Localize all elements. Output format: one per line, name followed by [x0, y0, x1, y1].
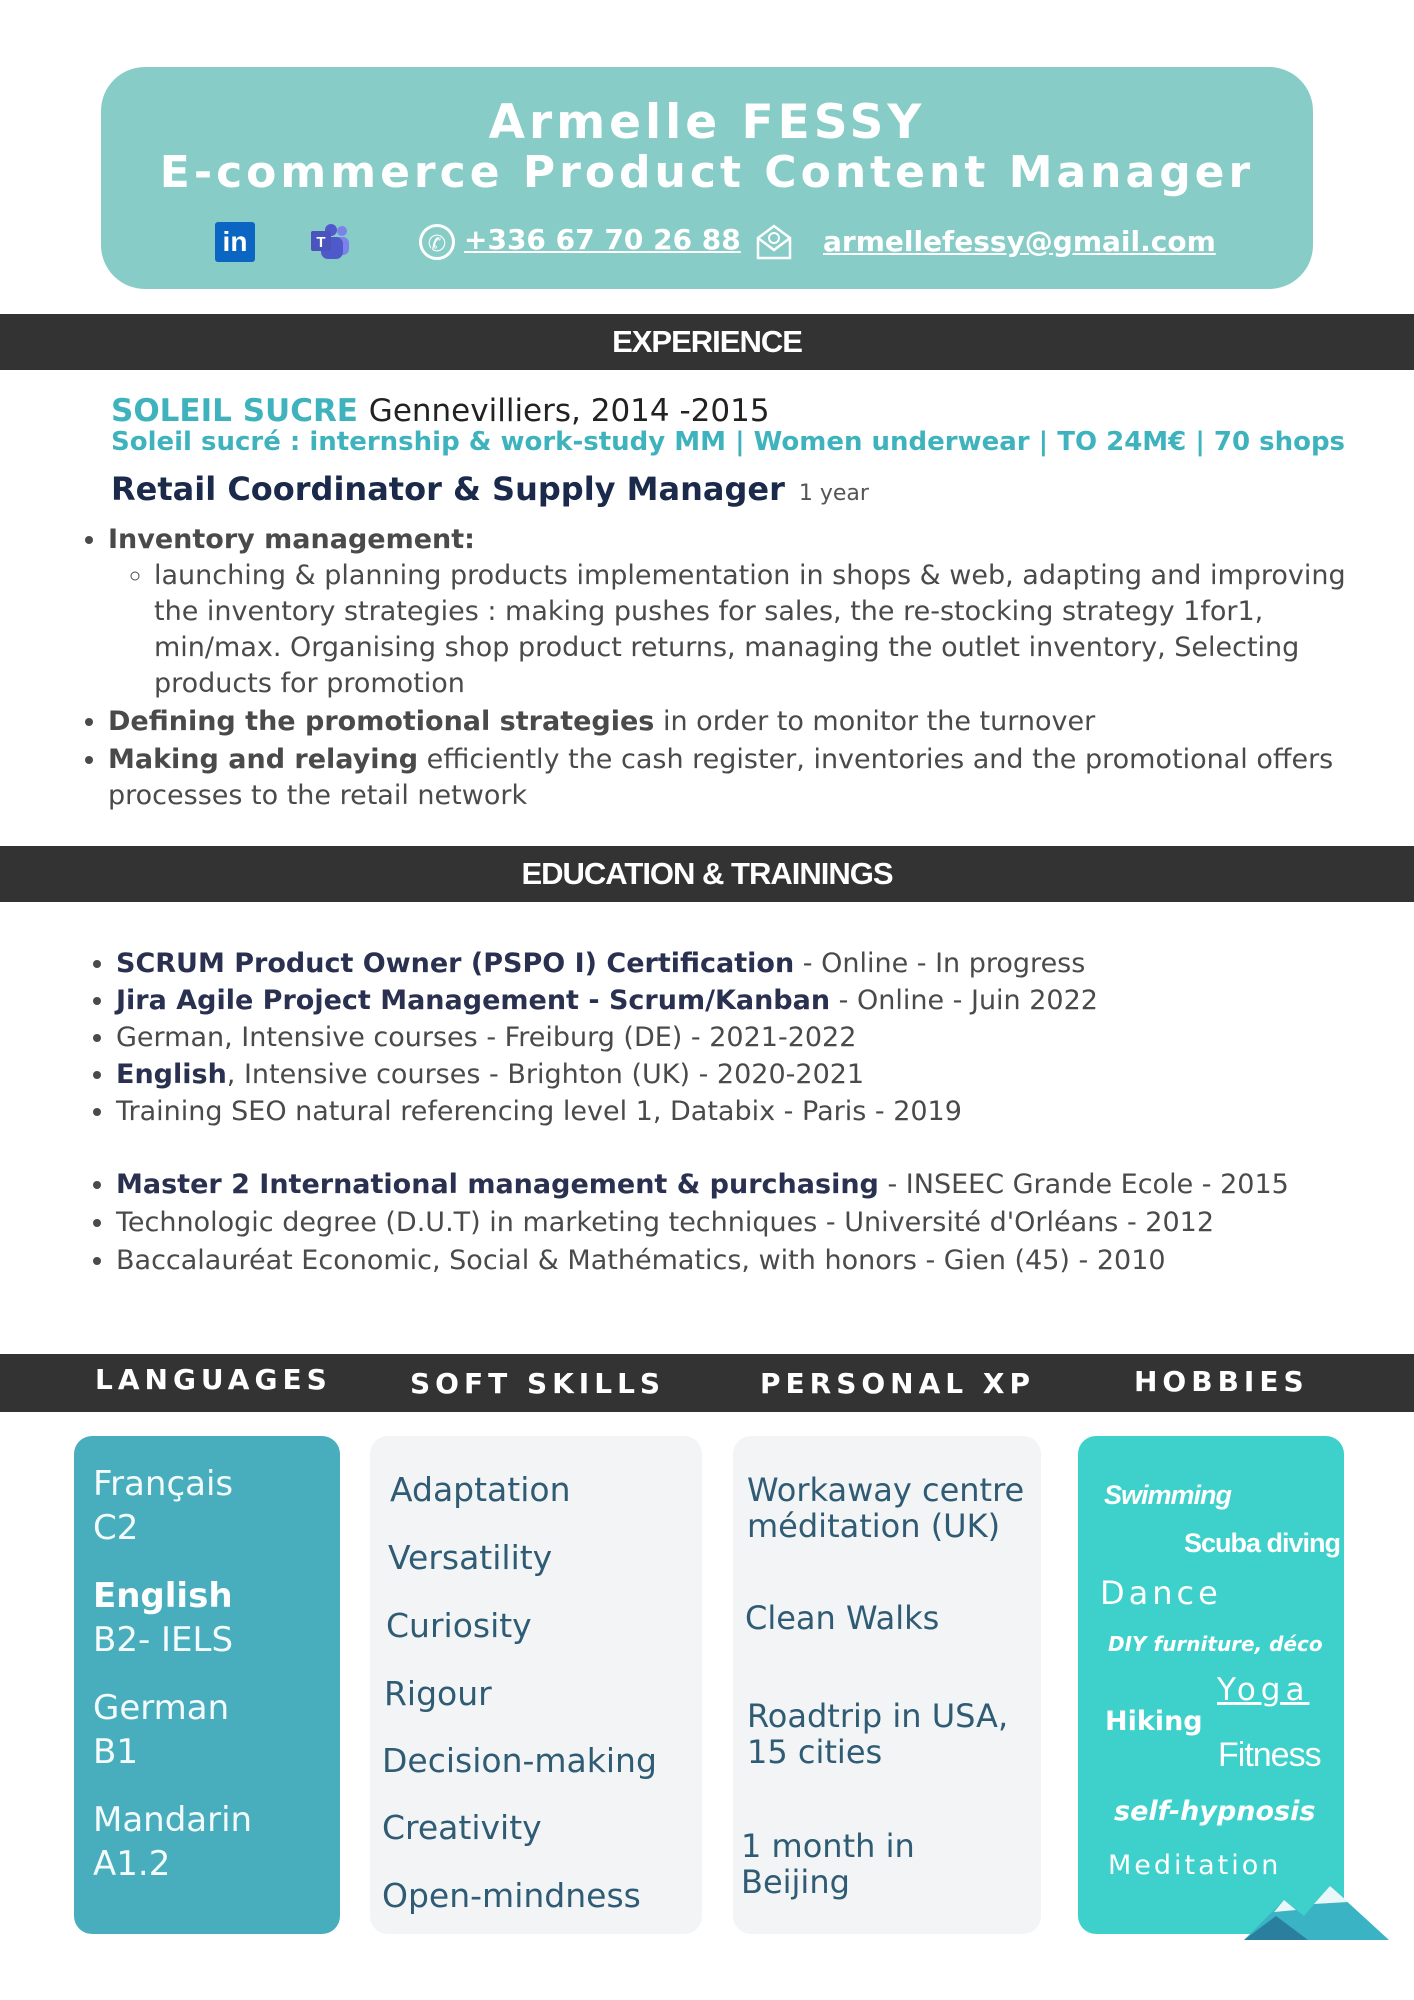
trainings-list: [82, 945, 1382, 1130]
header-banner: [101, 67, 1313, 289]
soft-skills-title: SOFT SKILLS: [410, 1367, 666, 1400]
personal-xp-line: 15 cities: [747, 1733, 883, 1771]
personal-xp-line: méditation (UK): [747, 1507, 1001, 1545]
personal-xp-line: Roadtrip in USA,: [747, 1697, 1009, 1735]
soft-skill-item: Creativity: [382, 1808, 542, 1847]
sub-list-item: ◦ launching & planning products implementation in shops & web, adapting and improving the inventory strategies : making pushes for sales, the re-stocking strategy 1for1, min/max. Organising shop product returns, managing the outlet inventory, Selecting products for promotion: [154, 558, 1374, 702]
mountains-icon: [1244, 1880, 1389, 1944]
item-bold: Defining the promotional strategies: [108, 706, 655, 737]
list-item: [116, 1204, 1382, 1242]
language-name: Mandarin: [93, 1800, 253, 1840]
list-item: [116, 1056, 1382, 1093]
company-location-dates: Gennevilliers, 2014 -2015: [368, 393, 770, 429]
company-name: SOLEIL SUCRE: [111, 393, 358, 429]
soft-skill-item: Open-mindness: [382, 1876, 641, 1915]
hobby-item: Yoga: [1217, 1672, 1310, 1708]
personal-xp-line: Clean Walks: [745, 1599, 940, 1637]
company-subline: Soleil sucré : internship & work-study MM | Women underwear | TO 24M€ | 70 shops: [111, 427, 1346, 457]
language-level: A1.2: [93, 1844, 171, 1884]
hobbies-card: [1078, 1436, 1344, 1934]
item-bold: Jira Agile Project Management - Scrum/Kanban: [116, 985, 831, 1016]
candidate-role: E-commerce Product Content Manager: [159, 147, 1255, 198]
phone-icon: ✆: [419, 224, 455, 260]
item-text: in order to monitor the turnover: [654, 706, 1096, 737]
teams-icon[interactable]: [309, 222, 351, 262]
education-section-title: EDUCATION & TRAININGS: [0, 846, 1414, 902]
list-item: [108, 522, 1374, 702]
hobby-item: Fitness: [1218, 1736, 1321, 1774]
job-duration: 1 year: [798, 481, 869, 506]
linkedin-icon[interactable]: in: [215, 222, 255, 262]
hobby-item: Meditation: [1108, 1850, 1282, 1881]
hobby-item: Hiking: [1105, 1706, 1203, 1737]
item-bold: Making and relaying: [108, 744, 419, 775]
item-bold: English: [116, 1059, 227, 1090]
list-item: [116, 1019, 1382, 1056]
experience-list: [74, 522, 1374, 816]
language-level: B2- IELS: [93, 1620, 234, 1660]
personal-xp-title: PERSONAL XP: [760, 1367, 1035, 1400]
email-icon: [755, 223, 793, 261]
personal-xp-item: [741, 1828, 915, 1900]
hobbies-title: HOBBIES: [1134, 1365, 1309, 1398]
item-bold: Inventory management:: [108, 524, 475, 555]
email-link[interactable]: armellefessy@gmail.com: [823, 225, 1216, 258]
personal-xp-line: Beijing: [741, 1863, 850, 1901]
candidate-name: Armelle FESSY: [488, 95, 926, 150]
item-bold: SCRUM Product Owner (PSPO I) Certification: [116, 948, 795, 979]
language-level: B1: [93, 1732, 138, 1772]
item-bold: Master 2 International management & purchasing: [116, 1169, 879, 1200]
list-item: [116, 1242, 1382, 1280]
columns-header-bar: [0, 1354, 1414, 1412]
language-name: German: [93, 1688, 230, 1728]
personal-xp-line: Workaway centre: [747, 1471, 1025, 1509]
soft-skill-item: Curiosity: [386, 1606, 532, 1645]
language-name: English: [93, 1576, 233, 1616]
item-text: - Online - In progress: [794, 948, 1086, 979]
list-item: [116, 945, 1382, 982]
soft-skill-item: Decision-making: [382, 1741, 657, 1780]
list-item: [108, 742, 1374, 814]
hobby-item: Dance: [1100, 1574, 1222, 1612]
company-line: [111, 393, 770, 429]
item-text: efficiently the cash register, inventories and the promotional offers processes to the retail network: [108, 744, 1334, 811]
item-text: German, Intensive courses - Freiburg (DE) - 2021-2022: [116, 1022, 857, 1053]
languages-title: LANGUAGES: [95, 1363, 332, 1396]
item-text: Technologic degree (D.U.T) in marketing techniques - Université d'Orléans - 2012: [116, 1207, 1214, 1238]
soft-skills-card: [370, 1436, 702, 1934]
personal-xp-card: [733, 1436, 1041, 1934]
degrees-list: [82, 1166, 1382, 1280]
list-item: [116, 982, 1382, 1019]
job-title: Retail Coordinator & Supply Manager: [111, 470, 785, 508]
language-name: Français: [93, 1464, 234, 1504]
personal-xp-item: [747, 1472, 1024, 1544]
svg-text:T: T: [316, 234, 326, 251]
item-text: - INSEEC Grande Ecole - 2015: [878, 1169, 1289, 1200]
hobby-item: DIY furniture, déco: [1108, 1632, 1323, 1656]
hobby-item: Swimming: [1104, 1480, 1232, 1510]
soft-skill-item: Rigour: [384, 1674, 492, 1713]
language-level: C2: [93, 1508, 139, 1548]
job-title-line: [111, 470, 869, 508]
soft-skill-item: Adaptation: [390, 1470, 571, 1509]
language-item: [93, 1574, 233, 1662]
item-text: , Intensive courses - Brighton (UK) - 2020-2021: [226, 1059, 865, 1090]
personal-xp-line: 1 month in: [741, 1827, 915, 1865]
hobby-item: self-hypnosis: [1114, 1796, 1316, 1827]
language-item: [93, 1462, 233, 1550]
list-item: [108, 704, 1374, 740]
personal-xp-item: [747, 1698, 1008, 1770]
phone-link[interactable]: +336 67 70 26 88: [464, 223, 741, 256]
hobby-item: Scuba diving: [1184, 1528, 1341, 1558]
language-item: [93, 1798, 252, 1886]
languages-card: [74, 1436, 340, 1934]
item-text: Baccalauréat Economic, Social & Mathématics, with honors - Gien (45) - 2010: [116, 1245, 1166, 1276]
list-item: [116, 1093, 1382, 1130]
item-text: Training SEO natural referencing level 1, Databix - Paris - 2019: [116, 1096, 962, 1127]
soft-skill-item: Versatility: [388, 1538, 553, 1577]
item-text: - Online - Juin 2022: [830, 985, 1098, 1016]
language-item: [93, 1686, 229, 1774]
list-item: [116, 1166, 1382, 1204]
experience-section-title: EXPERIENCE: [0, 314, 1414, 370]
personal-xp-item: [745, 1600, 939, 1636]
